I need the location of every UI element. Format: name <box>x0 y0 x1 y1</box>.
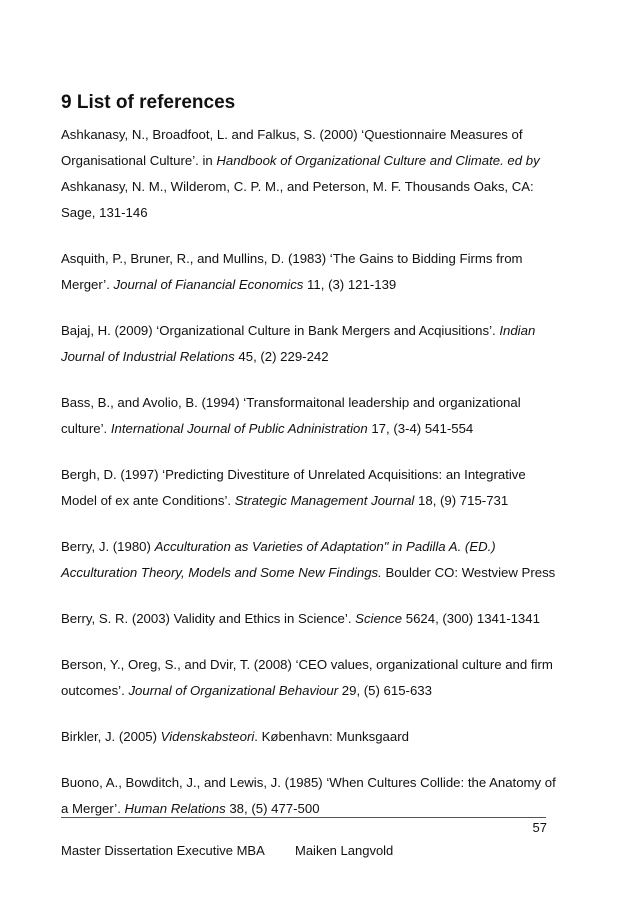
footer-document-title: Master Dissertation Executive MBA <box>61 843 265 858</box>
reference-line <box>61 606 557 632</box>
reference-text: 11, (3) 121-139 <box>303 277 397 292</box>
reference-text: a Merger’. <box>61 801 125 816</box>
reference-entry <box>61 534 557 586</box>
reference-text: Merger’. <box>61 277 114 292</box>
reference-text: Boulder CO: Westview Press <box>381 565 556 580</box>
reference-italic-title: Strategic Management Journal <box>234 493 415 508</box>
reference-text: 38, (5) 477-500 <box>225 801 320 816</box>
reference-line <box>61 462 557 488</box>
reference-line <box>61 200 557 226</box>
reference-line <box>61 652 557 678</box>
reference-text: Bergh, D. (1997) ‘Predicting Divestiture of Unrelated Acquisitions: an Integrative <box>61 467 526 482</box>
reference-entry <box>61 390 557 442</box>
reference-text: Birkler, J. (2005) <box>61 729 161 744</box>
footer-divider <box>61 817 546 818</box>
reference-text: Berson, Y., Oreg, S., and Dvir, T. (2008) ‘CEO values, organizational culture and firm <box>61 657 553 672</box>
page-number: 57 <box>532 820 547 835</box>
reference-line <box>61 272 557 298</box>
reference-text: Berry, J. (1980) <box>61 539 155 554</box>
reference-text: Model of ex ante Conditions’. <box>61 493 235 508</box>
reference-line <box>61 148 557 174</box>
reference-entry <box>61 770 557 822</box>
reference-text: Berry, S. R. (2003) Validity and Ethics in Science’. <box>61 611 356 626</box>
reference-line <box>61 122 557 148</box>
reference-italic-title: International Journal of Public Adninistration <box>110 421 368 436</box>
reference-text: Organisational Culture’. in <box>61 153 217 168</box>
reference-italic-title: Journal of Fianancial Economics <box>113 277 304 292</box>
reference-text: 29, (5) 615-633 <box>338 683 432 698</box>
reference-text: Sage, 131-146 <box>61 205 148 220</box>
reference-line <box>61 390 557 416</box>
reference-italic-title: Journal of Industrial Relations <box>61 349 235 364</box>
reference-text: Buono, A., Bowditch, J., and Lewis, J. (1985) ‘When Cultures Collide: the Anatomy of <box>61 775 556 790</box>
reference-entry <box>61 122 557 226</box>
reference-text: outcomes’. <box>61 683 129 698</box>
reference-italic-title: Indian <box>499 323 536 338</box>
reference-italic-title: Handbook of Organizational Culture and Climate. ed by <box>216 153 540 168</box>
reference-italic-title: Science <box>355 611 403 626</box>
reference-line <box>61 560 557 586</box>
reference-text: Bajaj, H. (2009) ‘Organizational Culture in Bank Mergers and Acqiusitions’. <box>61 323 500 338</box>
reference-text: . København: Munksgaard <box>254 729 409 744</box>
reference-text: 18, (9) 715-731 <box>414 493 509 508</box>
reference-line <box>61 344 557 370</box>
reference-line <box>61 318 557 344</box>
reference-text: Bass, B., and Avolio, B. (1994) ‘Transformaitonal leadership and organizational <box>61 395 521 410</box>
reference-text: 17, (3-4) 541-554 <box>367 421 474 436</box>
reference-text: culture’. <box>61 421 111 436</box>
reference-text: 45, (2) 229-242 <box>234 349 329 364</box>
reference-italic-title: Journal of Organizational Behaviour <box>128 683 339 698</box>
reference-line <box>61 488 557 514</box>
reference-line <box>61 534 557 560</box>
section-heading: 9 List of references <box>61 92 236 113</box>
reference-text: Ashkanasy, N., Broadfoot, L. and Falkus, S. (2000) ‘Questionnaire Measures of <box>61 127 523 142</box>
reference-text: Asquith, P., Bruner, R., and Mullins, D. (1983) ‘The Gains to Bidding Firms from <box>61 251 523 266</box>
reference-italic-title: Videnskabsteori <box>160 729 255 744</box>
reference-text: Ashkanasy, N. M., Wilderom, C. P. M., and Peterson, M. F. Thousands Oaks, CA: <box>61 179 534 194</box>
reference-italic-title: Human Relations <box>124 801 226 816</box>
reference-list <box>61 122 557 842</box>
reference-italic-title: Acculturation as Varieties of Adaptation" in Padilla A. (ED.) <box>154 539 496 554</box>
reference-italic-title: Acculturation Theory, Models and Some New Findings. <box>61 565 382 580</box>
reference-line <box>61 796 557 822</box>
reference-line <box>61 174 557 200</box>
reference-line <box>61 416 557 442</box>
reference-entry <box>61 462 557 514</box>
footer-author: Maiken Langvold <box>295 843 394 858</box>
reference-entry <box>61 606 557 632</box>
reference-entry <box>61 724 557 750</box>
reference-line <box>61 678 557 704</box>
reference-text: 5624, (300) 1341-1341 <box>402 611 540 626</box>
reference-entry <box>61 318 557 370</box>
reference-entry <box>61 652 557 704</box>
reference-line <box>61 770 557 796</box>
reference-entry <box>61 246 557 298</box>
reference-line <box>61 724 557 750</box>
reference-line <box>61 246 557 272</box>
